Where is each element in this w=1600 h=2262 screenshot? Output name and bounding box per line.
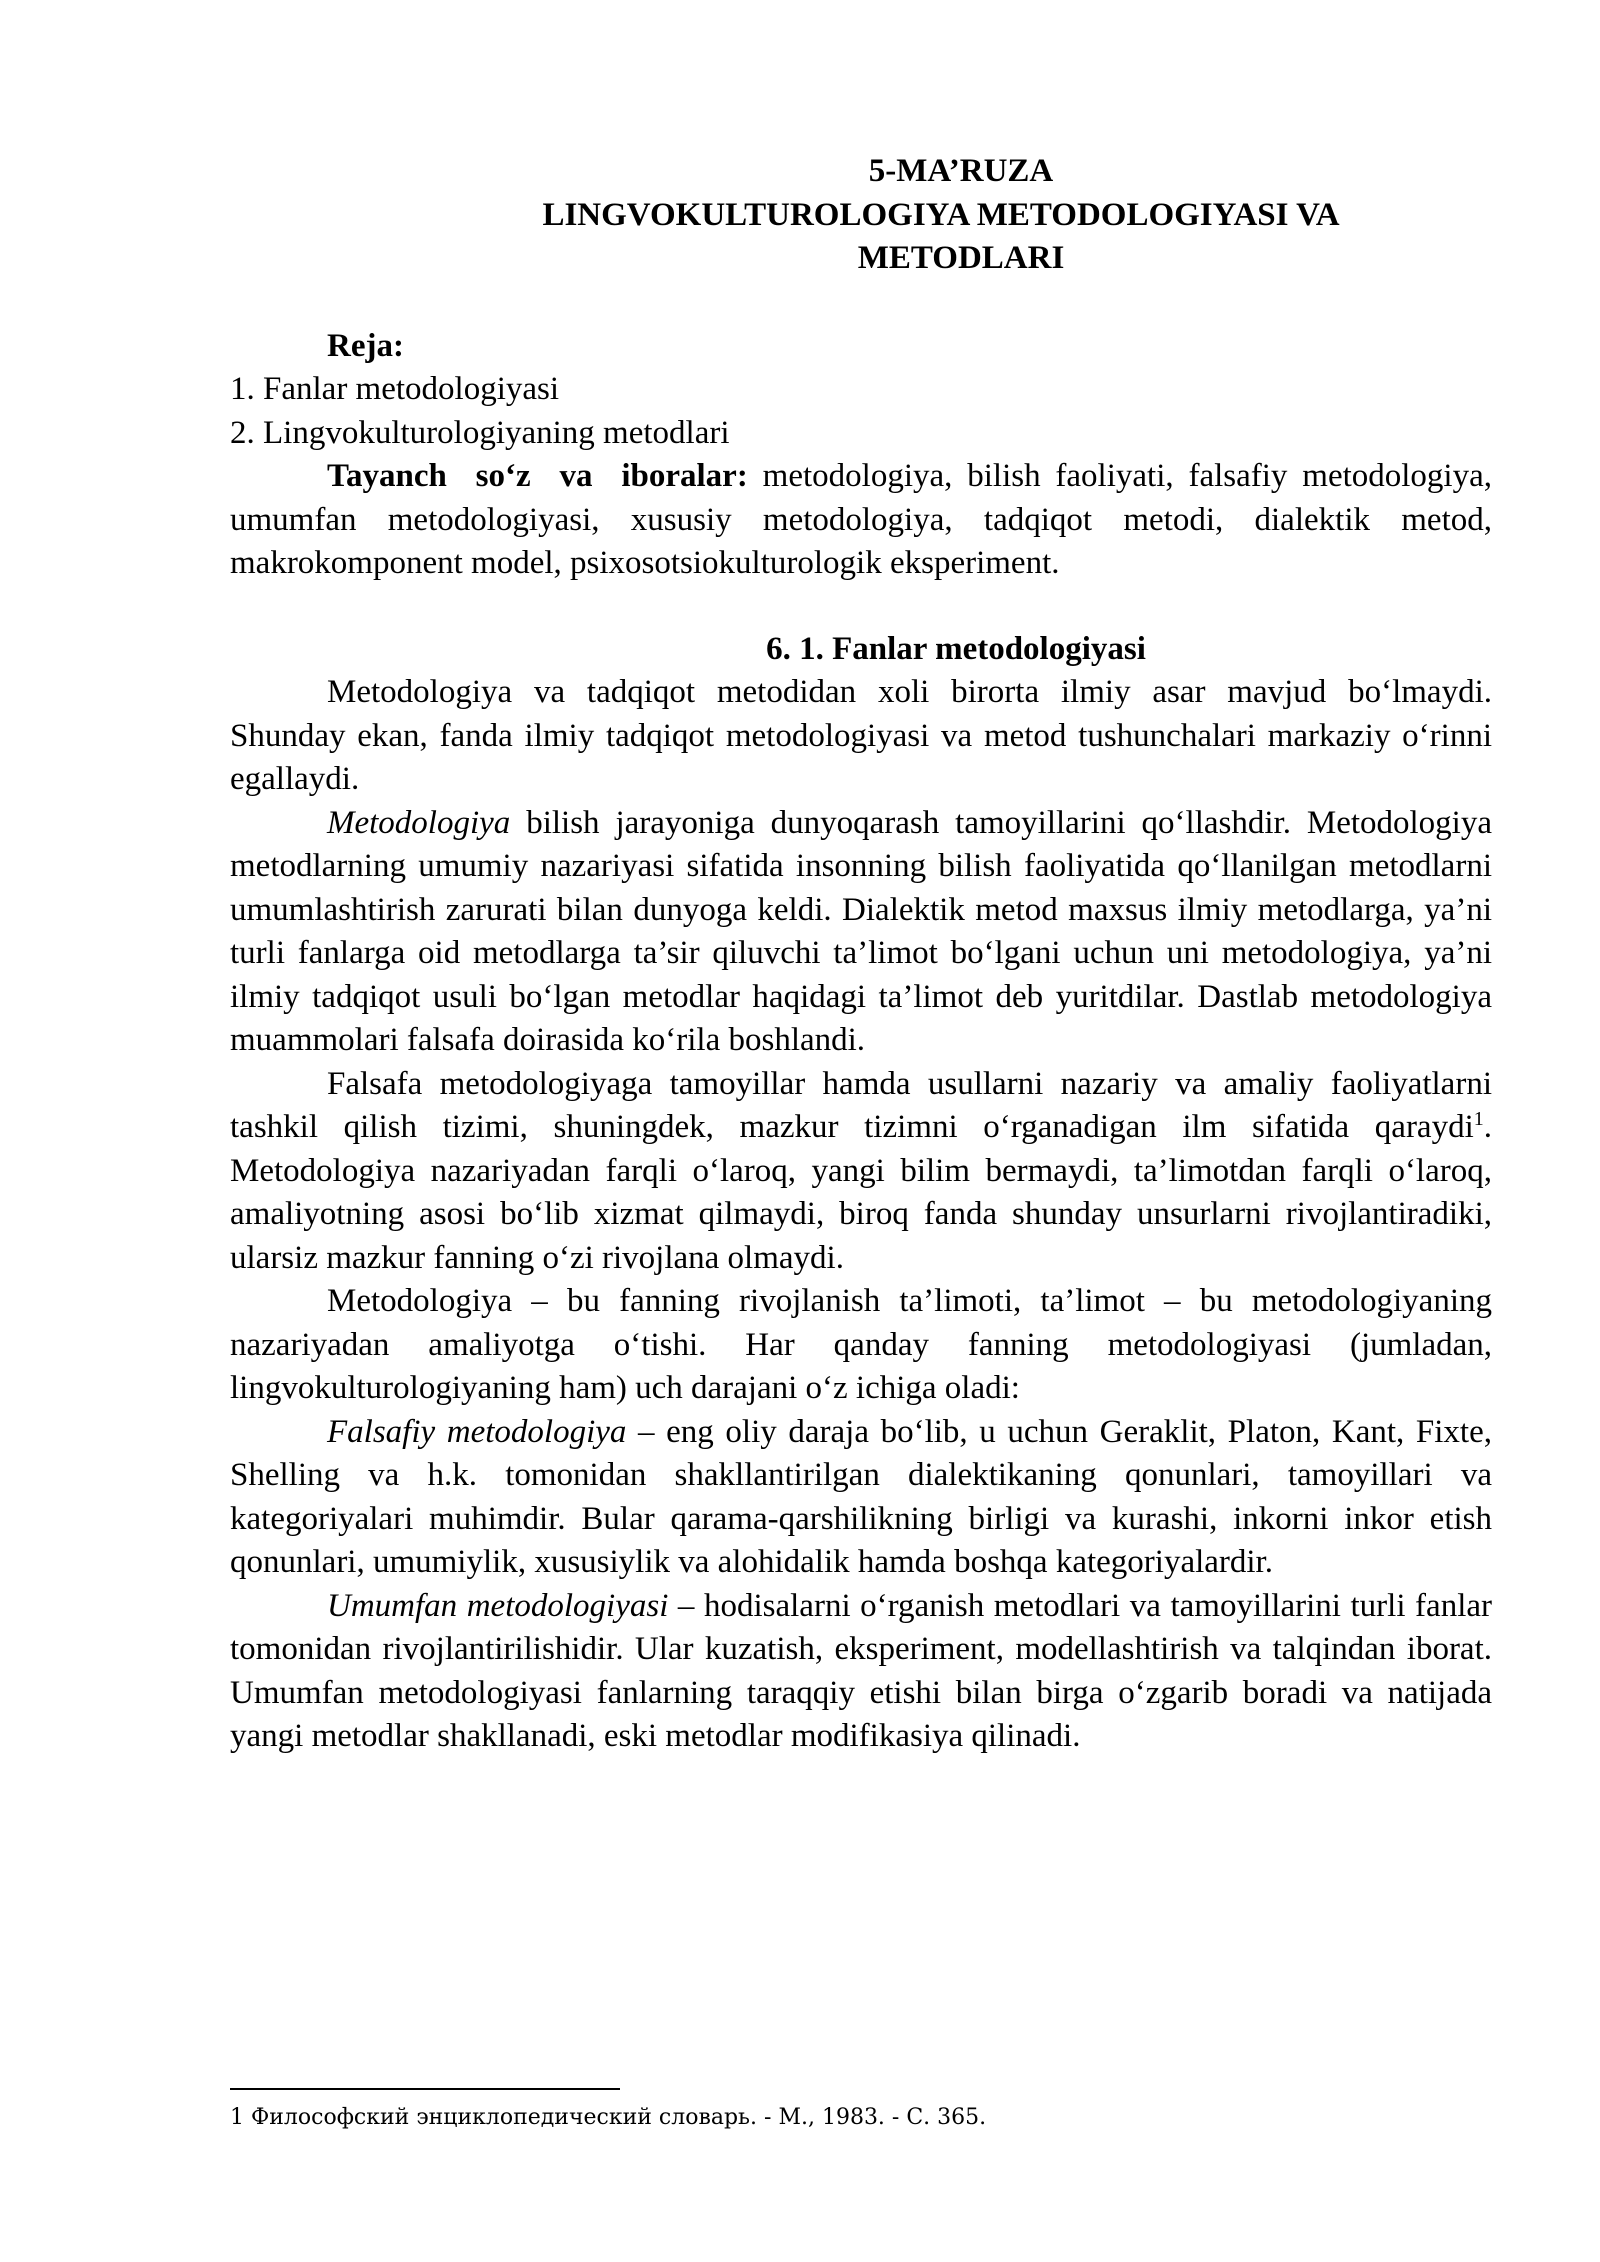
paragraph-4: Metodologiya – bu fanning rivojlanish ta’limoti, ta’limot – bu metodologiyaning nazariyadan amaliyotga o‘tishi. Har qanday fanning metodologiyasi (jumladan, lingvokulturologiyaning ham) uch darajani o‘z ichiga oladi: <box>230 1283 1492 1406</box>
keywords-text: metodologiya, bilish faoliyati, falsafiy metodologiya, umumfan metodologiyasi, xususiy metodologiya, tadqiqot metodi, dialektik metod, makrokomponent model, psixosotsiokulturologik eksperiment. <box>230 458 1492 581</box>
term-metodologiya: Metodologiya <box>327 804 511 841</box>
lecture-title-line-1: LINGVOKULTUROLOGIYA METODOLOGIYASI VA <box>542 196 1340 233</box>
document-page <box>230 150 1492 1759</box>
paragraph-5 <box>230 1411 1492 1585</box>
footnote-reference[interactable]: 1 <box>1473 1108 1484 1130</box>
paragraph-5-text: – eng oliy daraja bo‘lib, u uchun Geraklit, Platon, Kant, Fixte, Shelling va h.k. tomonidan shakllantirilgan dialektikaning qonunlari, tamoyillari va kategoriyalari muhimdir. Bular qarama-qarshilikning birligi va kurashi, inkorni inkor etish qonunlari, umumiylik, xususiylik va alohidalik hamda boshqa kategoriyalardir. <box>230 1413 1492 1580</box>
lecture-number: 5-MA’RUZA <box>868 153 1054 189</box>
paragraph-3 <box>230 1063 1492 1281</box>
paragraph-1: Metodologiya va tadqiqot metodidan xoli birorta ilmiy asar mavjud bo‘lmaydi. Shunday ekan, fanda ilmiy tadqiqot metodologiyasi va metod tushunchalari markaziy o‘rinni egallaydi. <box>230 674 1492 797</box>
footnote-separator <box>230 2088 620 2090</box>
footnote-text: 1 Философский энциклопедический словарь. - М., 1983. - С. 365. <box>230 2105 987 2130</box>
paragraph-3-text-a: Falsafa metodologiyaga tamoyillar hamda usullarni nazariy va amaliy faoliyatlarni tashkil qilish tizimi, shuningdek, mazkur tizimni o‘rganadigan ilm sifatida qaraydi <box>230 1065 1492 1145</box>
plan-heading: Reja: <box>327 327 404 364</box>
section-title: 6. 1. Fanlar metodologiyasi <box>766 630 1146 667</box>
plan-item-1: 1. Fanlar metodologiyasi <box>230 371 560 407</box>
paragraph-2 <box>230 802 1492 1063</box>
term-falsafiy-metodologiya: Falsafiy metodologiya <box>327 1413 627 1450</box>
paragraph-2-text: bilish jarayoniga dunyoqarash tamoyillarini qo‘llashdir. Metodologiya metodlarning umumiy nazariyasi sifatida insonning bilish faoliyatida qo‘llanilgan metodlarni umumlashtirish zarurati bilan dunyoga keldi. Dialektik metod maxsus ilmiy metodlarga, ya’ni turli fanlarga oid metodlarga ta’sir qiluvchi ta’limot bo‘lgani uchun uni metodologiya, ya’ni ilmiy tadqiqot usuli bo‘lgan metodlar haqidagi ta’limot deb yuritdilar. Dastlab metodologiya muammolari falsafa doirasida ko‘rila boshlandi. <box>230 804 1492 1058</box>
paragraph-6 <box>230 1585 1492 1759</box>
paragraph-3-text-b: . Metodologiya nazariyadan farqli o‘laroq, yangi bilim bermaydi, ta’limotdan farqli o‘laroq, amaliyotning asosi bo‘lib xizmat qilmaydi, biroq fanda shunday unsurlarni rivojlantiradiki, ularsiz mazkur fanning o‘zi rivojlana olmaydi. <box>230 1109 1492 1276</box>
paragraph-6-text: – hodisalarni o‘rganish metodlari va tamoyillarini turli fanlar tomonidan rivojlantirilishidir. Ular kuzatish, eksperiment, modellashtirish va talqindan iborat. Umumfan metodologiyasi fanlarning taraqqiy etishi bilan birga o‘zgarib boradi va natijada yangi metodlar shakllanadi, eski metodlar modifikasiya qilinadi. <box>230 1587 1492 1754</box>
keywords-paragraph <box>230 455 1492 586</box>
term-umumfan-metodologiyasi: Umumfan metodologiyasi <box>327 1587 669 1624</box>
plan-block <box>230 325 1492 456</box>
keywords-label: Tayanch so‘z va iboralar: <box>327 458 748 494</box>
lecture-title-line-2: METODLARI <box>857 240 1065 276</box>
lecture-heading <box>430 150 1492 281</box>
plan-item-2: 2. Lingvokulturologiyaning metodlari <box>230 414 730 451</box>
